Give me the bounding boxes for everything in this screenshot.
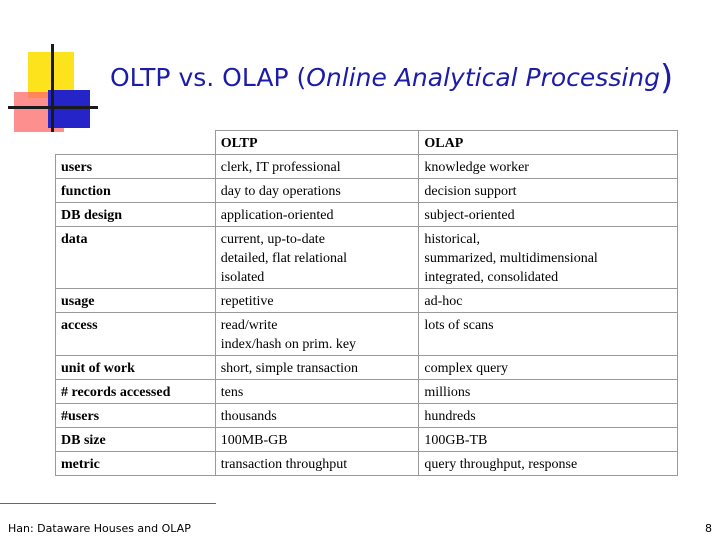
table-header-row (56, 131, 678, 155)
footer-divider (0, 503, 216, 504)
oltp-cell (215, 313, 419, 356)
oltp-cell-line: index/hash on prim. key (220, 337, 357, 352)
olap-cell (419, 356, 678, 380)
oltp-cell (215, 179, 419, 203)
oltp-cell-line: detailed, flat relational (220, 251, 348, 266)
oltp-cell-line: clerk, IT professional (220, 160, 341, 175)
olap-cell (419, 289, 678, 313)
oltp-cell-line: day to day operations (220, 184, 341, 199)
oltp-cell (215, 356, 419, 380)
footer-source: Han: Dataware Houses and OLAP (8, 522, 191, 535)
oltp-cell-line: short, simple transaction (220, 361, 358, 376)
olap-cell-line: integrated, consolidated (424, 270, 559, 285)
oltp-cell (215, 155, 419, 179)
olap-cell-line: subject-oriented (424, 208, 515, 223)
table-row (56, 452, 678, 476)
slide-title (110, 58, 673, 98)
olap-cell (419, 428, 678, 452)
table-row (56, 356, 678, 380)
row-label: users (56, 155, 216, 179)
olap-cell (419, 313, 678, 356)
row-label: # records accessed (56, 380, 216, 404)
row-label: usage (56, 289, 216, 313)
oltp-cell-line: repetitive (220, 294, 274, 309)
olap-cell-line: knowledge worker (424, 160, 529, 175)
olap-cell (419, 380, 678, 404)
title-plain: OLTP vs. OLAP ( (110, 63, 307, 92)
logo-vertical-line (51, 44, 54, 132)
table-row (56, 227, 678, 289)
olap-cell (419, 179, 678, 203)
oltp-cell-line: 100MB-GB (220, 433, 288, 448)
olap-cell-line: ad-hoc (424, 294, 463, 309)
oltp-cell (215, 404, 419, 428)
row-label: DB size (56, 428, 216, 452)
comparison-table (55, 130, 678, 476)
olap-cell-line: summarized, multidimensional (424, 251, 598, 266)
title-italic: Online Analytical Processing (306, 63, 661, 92)
header-olap: OLAP (419, 131, 678, 155)
olap-cell-line: hundreds (424, 409, 476, 424)
table-row (56, 428, 678, 452)
oltp-cell (215, 203, 419, 227)
table-row (56, 289, 678, 313)
olap-cell-line: millions (424, 385, 471, 400)
oltp-cell-line: read/write (220, 318, 278, 333)
olap-cell-line: lots of scans (424, 318, 494, 333)
table-row (56, 203, 678, 227)
table-row (56, 313, 678, 356)
table-row (56, 179, 678, 203)
oltp-cell (215, 428, 419, 452)
page-number: 8 (705, 522, 712, 535)
oltp-cell-line: isolated (220, 270, 265, 285)
olap-cell-line: historical, (424, 232, 480, 247)
olap-cell (419, 203, 678, 227)
logo-blue-square (48, 90, 90, 128)
header-oltp: OLTP (215, 131, 419, 155)
olap-cell (419, 404, 678, 428)
oltp-cell (215, 289, 419, 313)
row-label: DB design (56, 203, 216, 227)
row-label: access (56, 313, 216, 356)
oltp-cell (215, 452, 419, 476)
olap-cell (419, 155, 678, 179)
olap-cell (419, 227, 678, 289)
oltp-cell-line: transaction throughput (220, 457, 348, 472)
olap-cell-line: query throughput, response (424, 457, 578, 472)
olap-cell-line: complex query (424, 361, 508, 376)
row-label: data (56, 227, 216, 289)
oltp-cell (215, 227, 419, 289)
row-label: metric (56, 452, 216, 476)
olap-cell (419, 452, 678, 476)
row-label: unit of work (56, 356, 216, 380)
olap-cell-line: decision support (424, 184, 517, 199)
oltp-cell-line: application-oriented (220, 208, 334, 223)
olap-cell-line: 100GB-TB (424, 433, 488, 448)
header-empty-cell (56, 131, 216, 155)
oltp-cell-line: thousands (220, 409, 277, 424)
oltp-cell (215, 380, 419, 404)
oltp-cell-line: tens (220, 385, 244, 400)
table-row (56, 380, 678, 404)
row-label: #users (56, 404, 216, 428)
logo-horizontal-line (8, 106, 98, 109)
table-row (56, 404, 678, 428)
row-label: function (56, 179, 216, 203)
oltp-cell-line: current, up-to-date (220, 232, 325, 247)
table-row (56, 155, 678, 179)
title-close: ) (660, 58, 674, 98)
